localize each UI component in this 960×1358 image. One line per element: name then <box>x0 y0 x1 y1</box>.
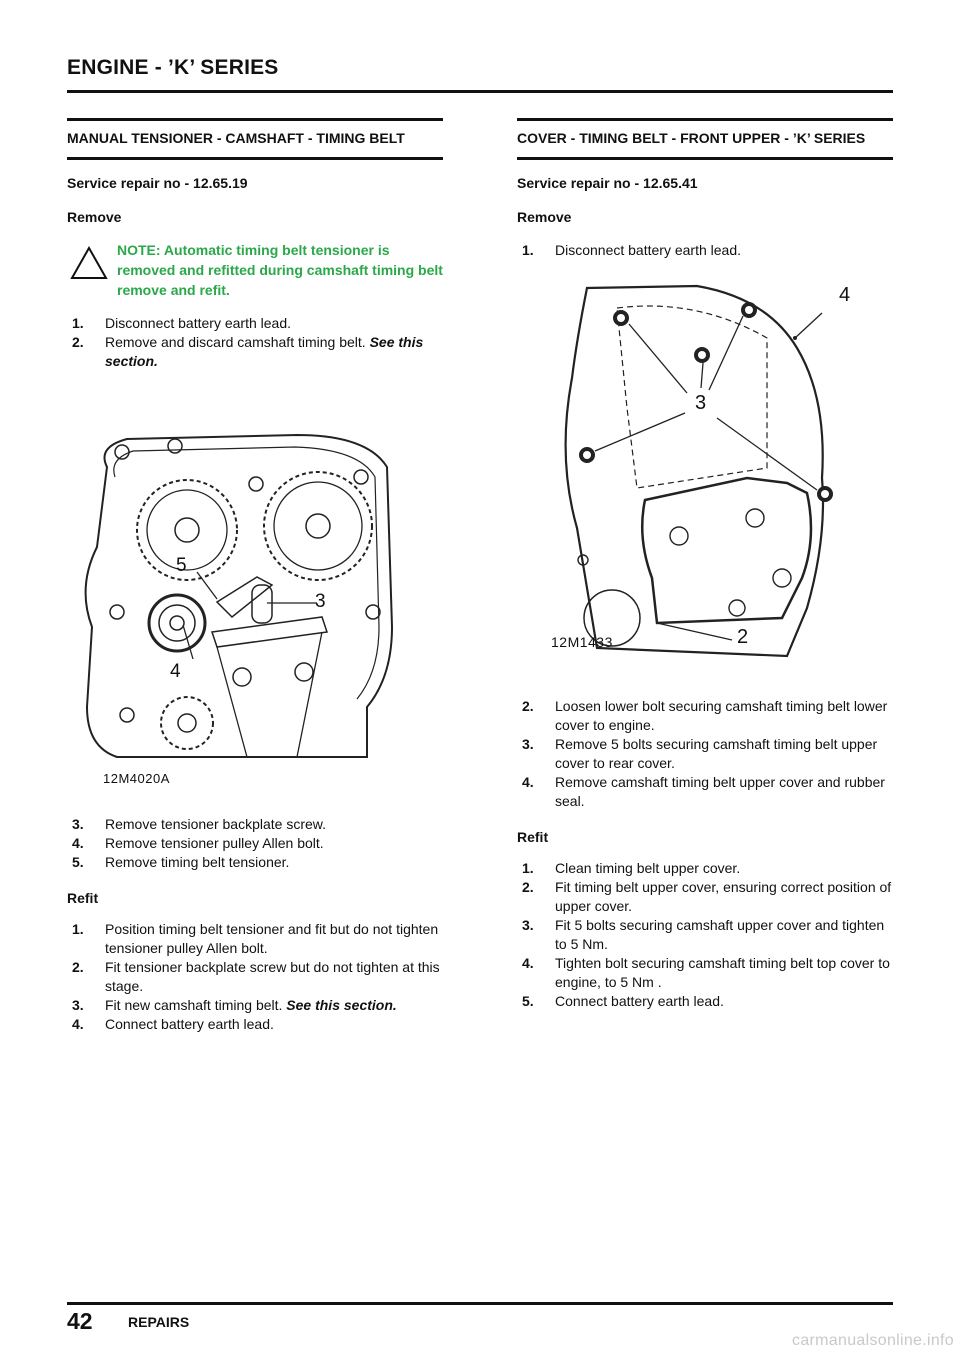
service-repair-number: Service repair no - 12.65.41 <box>517 175 698 191</box>
step-text: Remove camshaft timing belt upper cover and rubber seal. <box>555 774 885 809</box>
step-number: 3. <box>522 917 534 933</box>
callout-3: 3 <box>695 392 707 414</box>
step-item <box>517 697 893 735</box>
step-text: Loosen lower bolt securing camshaft timing belt lower cover to engine. <box>555 698 888 733</box>
step-item <box>67 920 443 958</box>
step-number: 2. <box>72 334 84 350</box>
remove-steps-list <box>67 314 443 371</box>
step-number: 4. <box>522 774 534 790</box>
page-header-title: ENGINE - ’K’ SERIES <box>67 56 279 79</box>
step-text: Fit new camshaft timing belt. <box>105 997 287 1013</box>
step-text: Remove tensioner backplate screw. <box>105 816 326 832</box>
step-text: Clean timing belt upper cover. <box>555 860 741 876</box>
step-item <box>517 954 893 992</box>
callout-3: 3 <box>315 591 326 612</box>
tensioner-illustration <box>67 427 397 787</box>
step-item <box>517 773 893 811</box>
figure-id: 12M4020A <box>103 771 170 786</box>
step-text: Disconnect battery earth lead. <box>105 315 291 331</box>
step-text: Connect battery earth lead. <box>105 1016 274 1032</box>
step-number: 1. <box>72 921 84 937</box>
step-text: Connect battery earth lead. <box>555 993 724 1009</box>
footer-section-label: REPAIRS <box>128 1314 190 1330</box>
step-item <box>517 916 893 954</box>
refit-steps-list <box>517 859 893 1011</box>
cover-illustration <box>517 278 857 673</box>
step-item <box>67 853 443 872</box>
step-text: Disconnect battery earth lead. <box>555 242 741 258</box>
step-item <box>517 859 893 878</box>
cross-reference: See this section. <box>286 997 397 1013</box>
step-number: 2. <box>72 959 84 975</box>
refit-heading: Refit <box>517 829 549 845</box>
step-number: 3. <box>72 816 84 832</box>
page-number: 42 <box>67 1308 93 1334</box>
step-number: 1. <box>522 242 534 258</box>
callout-5: 5 <box>176 555 187 576</box>
step-number: 4. <box>72 1016 84 1032</box>
remove-heading: Remove <box>67 209 122 225</box>
watermark: carmanualsonline.info <box>792 1332 954 1349</box>
note-text: NOTE: Automatic timing belt tensioner is removed and refitted during camshaft timing belt remove and refit. <box>117 242 443 298</box>
figure-cover <box>517 278 893 673</box>
step-number: 5. <box>522 993 534 1009</box>
step-text: Fit timing belt upper cover, ensuring correct position of upper cover. <box>555 879 892 914</box>
step-number: 3. <box>522 736 534 752</box>
figure-tensioner <box>67 427 443 787</box>
step-item <box>517 992 893 1011</box>
warning-triangle-icon <box>70 246 108 280</box>
refit-steps-list <box>67 920 443 1034</box>
step-text: Remove timing belt tensioner. <box>105 854 290 870</box>
remove-steps-list-continued <box>517 697 893 811</box>
step-number: 1. <box>72 315 84 331</box>
step-number: 2. <box>522 698 534 714</box>
section-title: COVER - TIMING BELT - FRONT UPPER - ’K’ SERIES <box>517 130 866 146</box>
step-number: 2. <box>522 879 534 895</box>
section-rule-bottom <box>67 157 443 160</box>
step-item <box>67 333 443 371</box>
right-column <box>517 118 893 1011</box>
step-item <box>67 314 443 333</box>
step-text: Tighten bolt securing camshaft timing belt top cover to engine, to 5 Nm . <box>555 955 890 990</box>
callout-2: 2 <box>737 626 749 648</box>
section-rule-top <box>67 118 443 121</box>
step-text: Remove and discard camshaft timing belt. <box>105 334 370 350</box>
step-item <box>517 241 893 260</box>
footer-rule <box>67 1302 893 1305</box>
step-item <box>517 878 893 916</box>
remove-steps-list <box>517 241 893 260</box>
remove-steps-list-continued <box>67 815 443 872</box>
step-item <box>517 735 893 773</box>
step-item <box>67 815 443 834</box>
remove-heading: Remove <box>517 209 572 225</box>
step-item <box>67 1015 443 1034</box>
service-repair-number: Service repair no - 12.65.19 <box>67 175 248 191</box>
step-text: Remove 5 bolts securing camshaft timing belt upper cover to rear cover. <box>555 736 878 771</box>
left-column <box>67 118 443 1034</box>
step-number: 1. <box>522 860 534 876</box>
step-number: 3. <box>72 997 84 1013</box>
callout-4: 4 <box>839 284 851 306</box>
cross-reference: See this section. <box>105 334 424 369</box>
step-item <box>67 958 443 996</box>
step-text: Fit tensioner backplate screw but do not tighten at this stage. <box>105 959 440 994</box>
section-title: MANUAL TENSIONER - CAMSHAFT - TIMING BELT <box>67 130 405 146</box>
section-rule-bottom <box>517 157 893 160</box>
step-text: Fit 5 bolts securing camshaft upper cover and tighten to 5 Nm. <box>555 917 885 952</box>
step-item <box>67 834 443 853</box>
figure-id: 12M1433 <box>551 634 613 650</box>
step-number: 4. <box>522 955 534 971</box>
note-block <box>67 240 443 300</box>
section-rule-top <box>517 118 893 121</box>
step-item <box>67 996 443 1015</box>
step-number: 5. <box>72 854 84 870</box>
step-number: 4. <box>72 835 84 851</box>
header-rule <box>67 90 893 93</box>
callout-4: 4 <box>170 661 181 682</box>
step-text: Position timing belt tensioner and fit but do not tighten tensioner pulley Allen bolt. <box>105 921 439 956</box>
refit-heading: Refit <box>67 890 99 906</box>
step-text: Remove tensioner pulley Allen bolt. <box>105 835 324 851</box>
